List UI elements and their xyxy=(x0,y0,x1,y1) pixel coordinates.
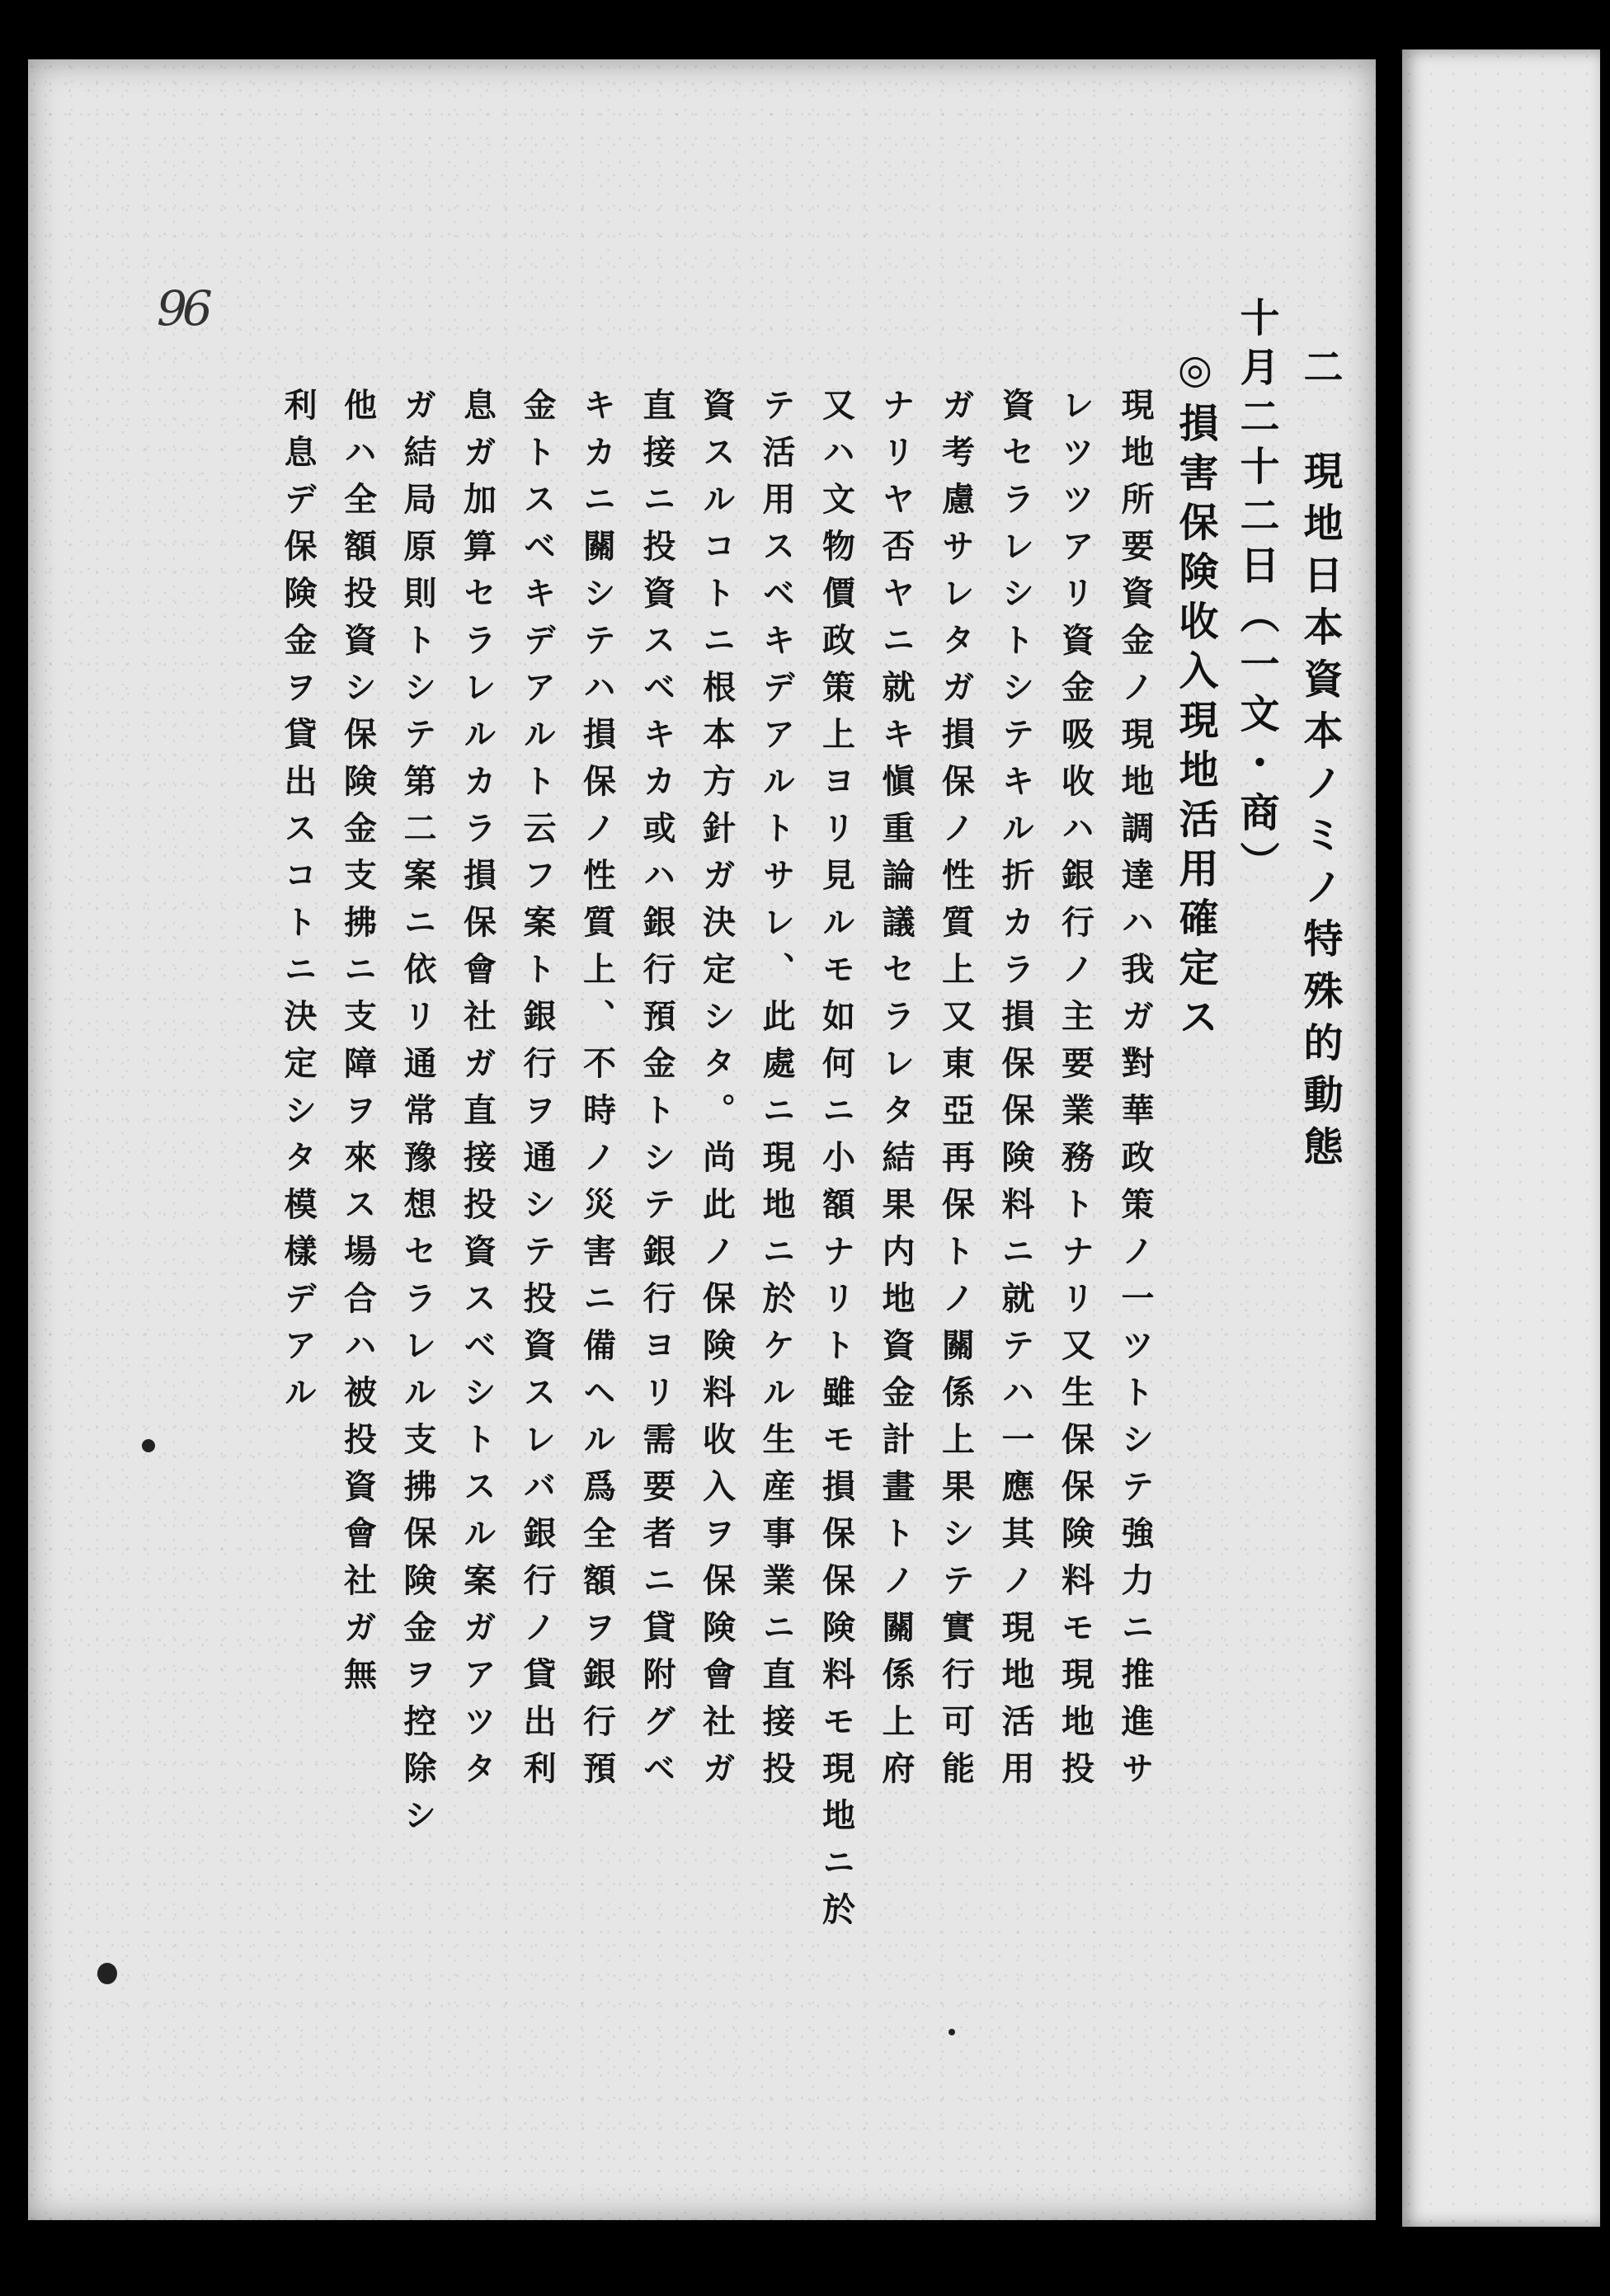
body-column: 現地所要資金ノ現地調達ハ我ガ對華政策ノ一ツトシテ強力ニ推進サ xyxy=(1116,388,1154,1798)
adjacent-page-edge xyxy=(1402,49,1600,2227)
edge-speck xyxy=(97,1963,117,1984)
body-column: テ活用スベキデアルトサレ、此處ニ現地ニ於ケル生産事業ニ直接投 xyxy=(757,388,795,1798)
body-column: 資セラレシトシテキル折カラ損保保険料ニ就テハ一應其ノ現地活用 xyxy=(996,388,1034,1798)
binding-hole-mark xyxy=(142,1439,155,1452)
body-column: 他ハ全額投資シ保険金支拂ニ支障ヲ來ス場合ハ被投資會社ガ無 xyxy=(338,388,377,1704)
body-column: レツツアリ資金吸收ハ銀行ノ主要業務トナリ又生保保険料モ現地投 xyxy=(1056,388,1095,1798)
body-column: キカニ關シテハ損保ノ性質上、不時ノ災害ニ備ヘル爲全額ヲ銀行預 xyxy=(577,388,616,1798)
page-number: 96 xyxy=(157,280,208,336)
edge-speck xyxy=(949,2029,955,2035)
body-column: 息ガ加算セラレルカラ損保會社ガ直接投資スベシトスル案ガアツタ xyxy=(458,388,497,1798)
body-column: ガ考慮サレタガ損保ノ性質上又東亞再保トノ關係上果シテ實行可能 xyxy=(936,388,975,1798)
body-column: 又ハ文物價政策上ヨリ見ルモ如何ニ小額ナリト雖モ損保保険料モ現地ニ於 xyxy=(817,388,855,1939)
section-heading: 二 現地日本資本ノミノ特殊的動態 xyxy=(1297,346,1343,1178)
body-column: 金トスベキデアルト云フ案ト銀行ヲ通シテ投資スレバ銀行ノ貸出利 xyxy=(518,388,556,1798)
body-column: ガ結局原則トシテ第二案ニ依リ通常豫想セラレル支拂保険金ヲ控除シ xyxy=(398,388,436,1845)
body-column: 資スルコトニ根本方針ガ決定シタ。尚此ノ保険料收入ヲ保険會社ガ xyxy=(697,388,736,1798)
vertical-text-block xyxy=(247,297,1353,2062)
body-column: ナリヤ否ヤニ就キ愼重論議セラレタ結果内地資金計畫トノ關係上府 xyxy=(877,388,915,1798)
body-column: 利息デ保険金ヲ貸出スコトニ決定シタ模樣デアル xyxy=(279,388,317,1422)
article-date: 十月二十二日（一文・商） xyxy=(1233,297,1279,891)
article-subheading: ◎損害保険收入現地活用確定ス xyxy=(1172,346,1218,1046)
body-column: 直接ニ投資スベキカ或ハ銀行預金トシテ銀行ヨリ需要者ニ貸附グベ xyxy=(638,388,676,1798)
